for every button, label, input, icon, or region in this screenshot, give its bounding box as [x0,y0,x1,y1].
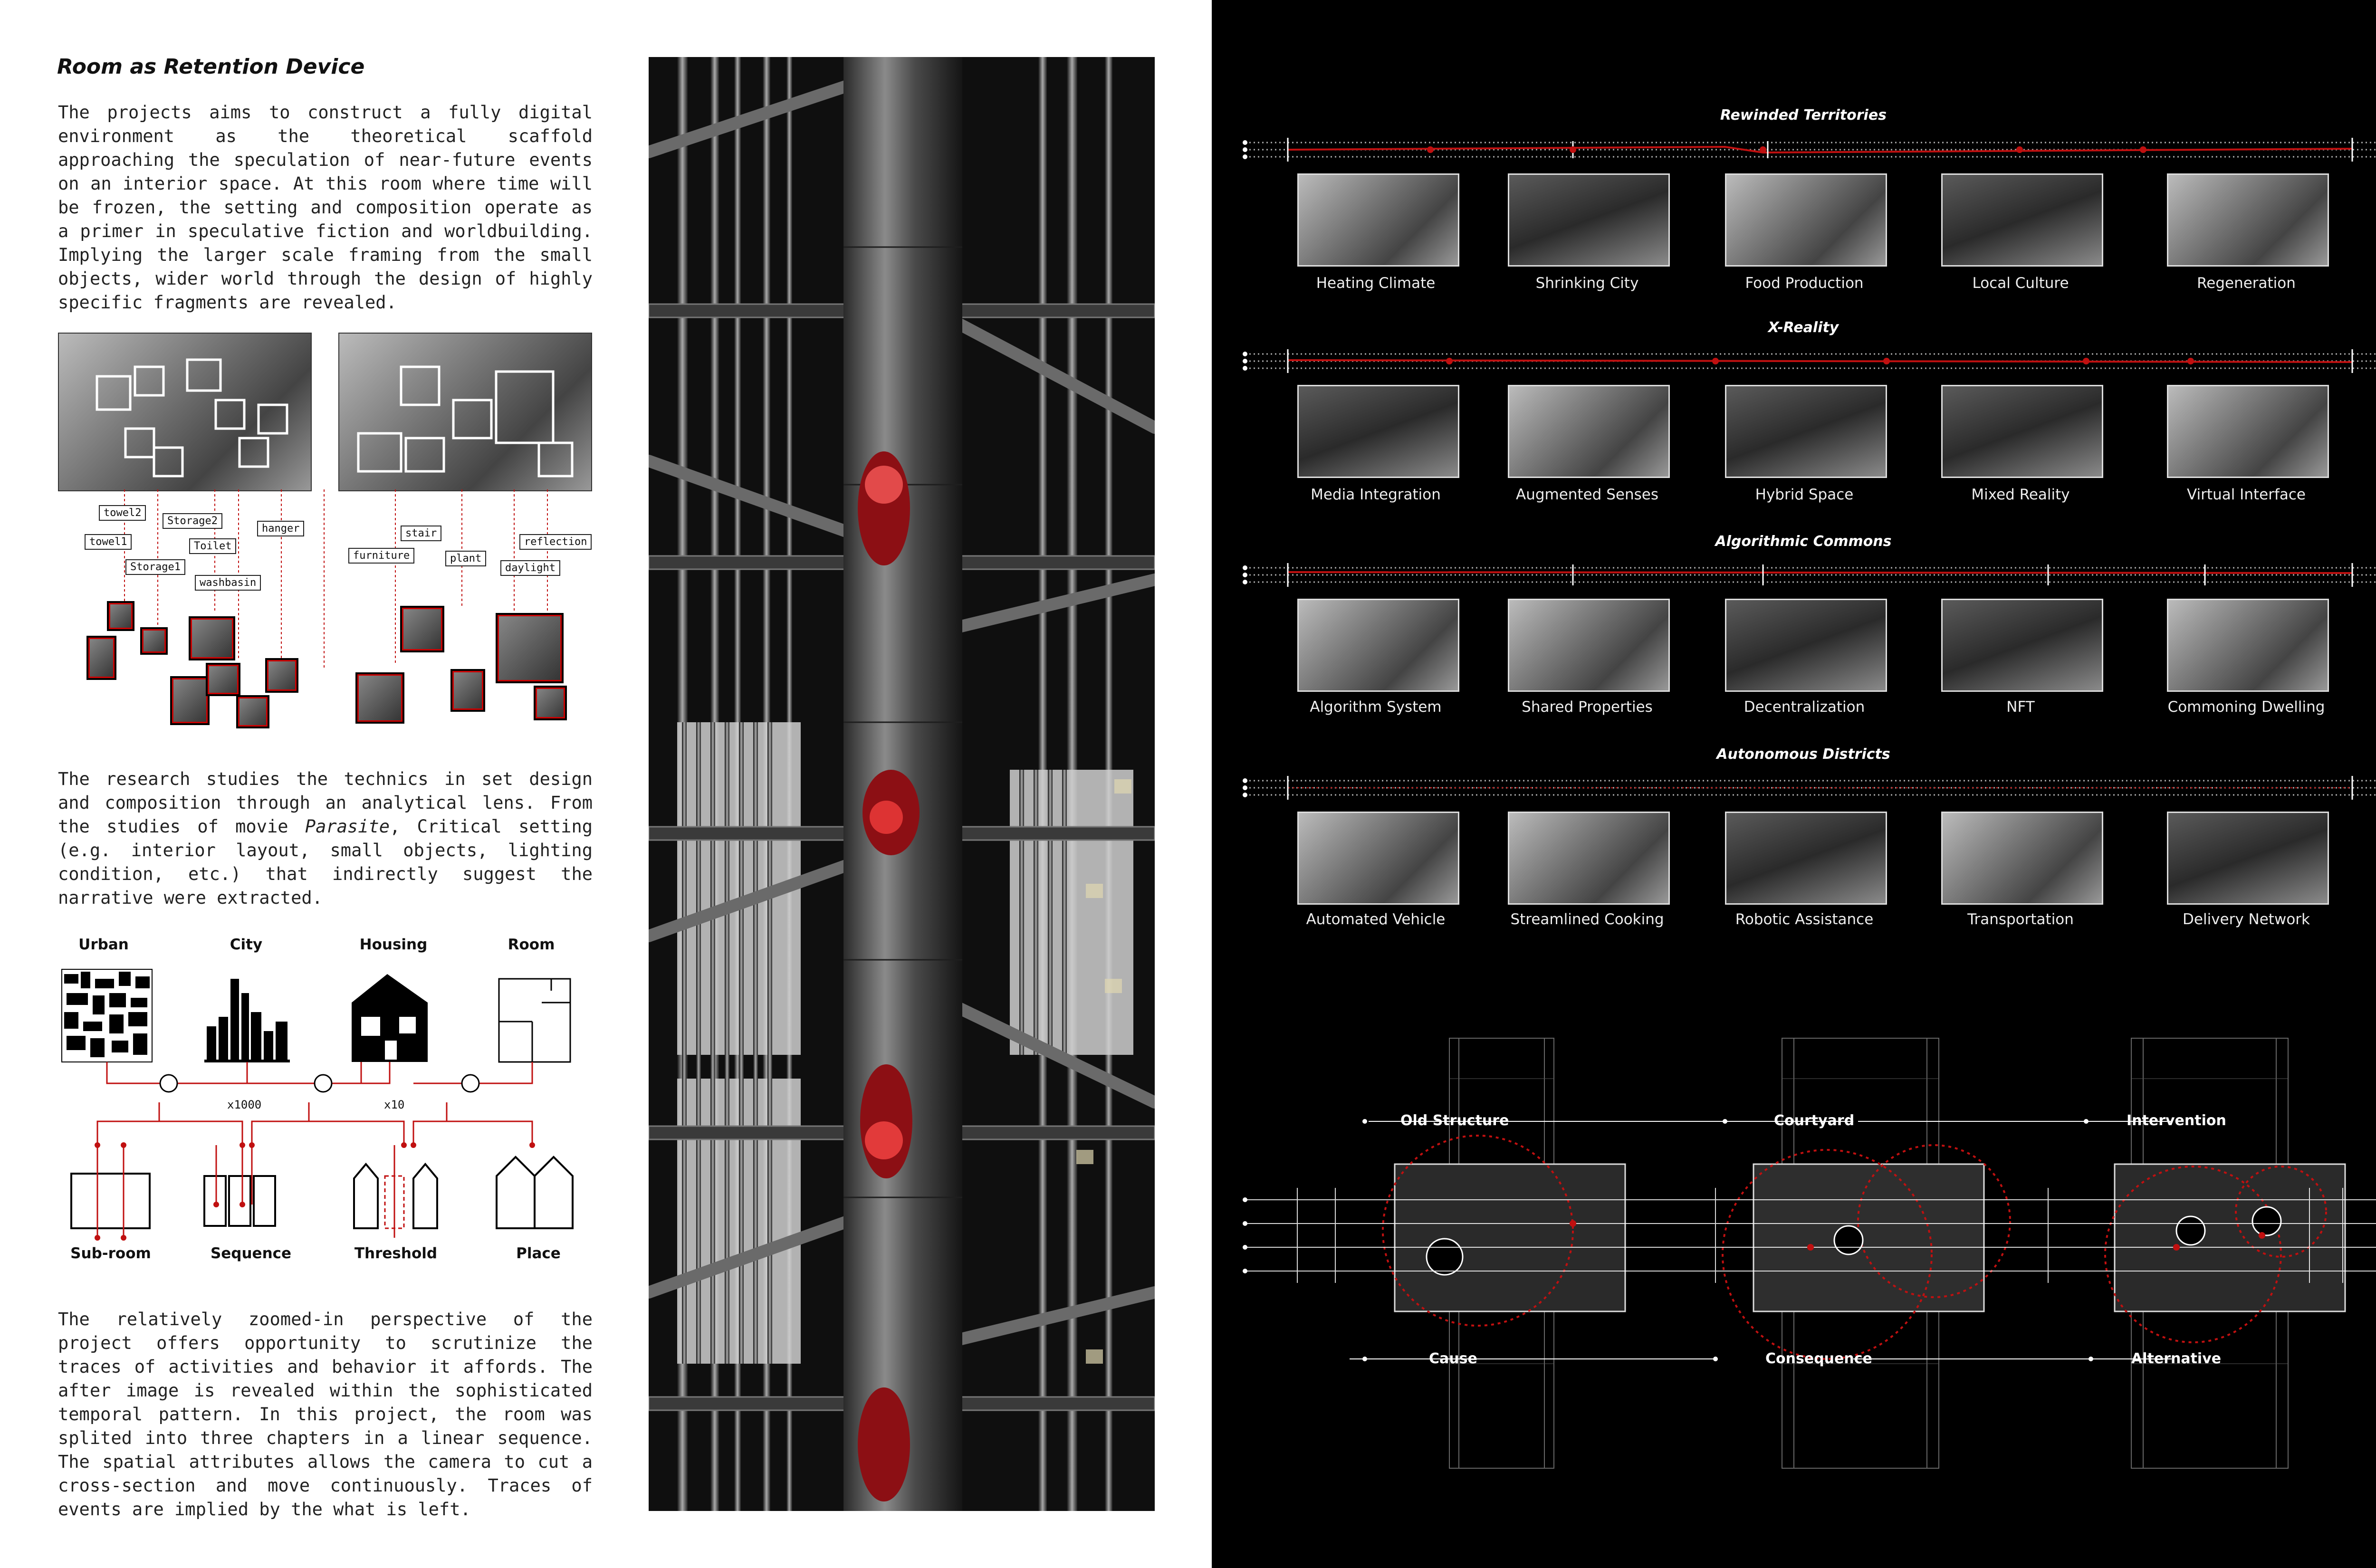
tile-label: Augmented Senses [1516,486,1658,503]
timeline [1240,347,2376,375]
house-icon [352,974,428,1062]
image-tile [1725,599,1887,692]
tile-label: Virtual Interface [2187,486,2306,503]
image-tile [1725,173,1887,267]
tag-label: stair [401,526,441,541]
tag-label: Storage1 [125,559,185,575]
image-tile [1297,599,1459,692]
tile-label: Robotic Assistance [1735,911,1874,928]
tile-label: Media Integration [1311,486,1441,503]
timeline [1240,135,2376,164]
conclusion-paragraph: The relatively zoomed-in perspective of the project offers opportunity to scrutinize the traces of activities and behavior it affords. The after image is revealed within the sophisticated temporal pattern. In this project, the room was splited into three chapters in a linear sequence. The spatial attributes allows the camera to cut a cross-section and move continuously. Traces of events are implied by the what is left. [58,1309,593,1520]
research-text-a: The research studies the technics in set design and composition through an analytical lens. From the studies of movie [58,769,593,837]
node-label: Alternative [2131,1350,2222,1367]
object-thumbnail [140,627,168,655]
research-text-b: , Critical setting (e.g. interior layout, small objects, lighting condition, etc.) that indirectly suggest the narrative were extracted. [58,816,593,908]
tile-label: Transportation [1967,911,2074,928]
object-thumbnail [236,695,269,728]
image-tile [1508,385,1670,478]
tile-label: Decentralization [1744,698,1865,716]
tile-label: Mixed Reality [1971,486,2070,503]
research-paragraph [58,767,593,910]
object-thumbnail [206,663,240,696]
object-thumbnail [86,636,116,680]
tile-label: Streamlined Cooking [1510,911,1664,928]
scale-label-city: City [230,936,263,953]
image-tile [1297,812,1459,905]
scale-label-housing: Housing [359,936,428,953]
urban-map-icon [62,969,152,1062]
tag-label: furniture [348,548,414,564]
tile-label: Delivery Network [2183,911,2310,928]
object-thumbnail [355,672,404,724]
tile-label: Shrinking City [1535,275,1639,292]
multiplier-label: x1000 [227,1098,262,1111]
frame-markers-icon [59,334,311,490]
tag-label: reflection [519,534,592,550]
image-tile [1941,385,2103,478]
image-tile [2167,385,2329,478]
image-tile [2167,599,2329,692]
image-tile [2167,812,2329,905]
floor-plan-icon [499,979,570,1062]
spatial-sequence-diagram [1240,1031,2376,1482]
tile-label: Algorithm System [1310,698,1442,716]
image-tile [1941,812,2103,905]
tile-label: Local Culture [1972,275,2069,292]
tile-label: Automated Vehicle [1306,911,1446,928]
object-thumbnail [170,676,210,725]
scale-label-urban: Urban [78,936,129,953]
image-tile [1725,812,1887,905]
image-tile [1508,599,1670,692]
object-thumbnail [189,616,235,660]
page-title: Room as Retention Device [57,55,365,79]
tower-structure-illustration [649,57,1155,1511]
tag-label: Toilet [189,538,236,554]
node-label: Consequence [1765,1350,1872,1367]
image-tile [1725,385,1887,478]
bathroom-photo [58,333,312,491]
film-title: Parasite [305,816,390,837]
object-thumbnail [400,606,444,652]
image-tile [2167,173,2329,267]
section-title: Algorithmic Commons [1715,533,1892,550]
right-page [1212,0,2376,1568]
timeline [1240,774,2376,802]
object-thumbnail [534,686,567,720]
tag-label: towel2 [99,505,146,521]
tile-label: Commoning Dwelling [2167,698,2325,716]
tile-label: Hybrid Space [1755,486,1854,503]
multiplier-label: x10 [384,1098,405,1111]
scale-label-threshold: Threshold [354,1245,438,1262]
node-label: Courtyard [1774,1112,1855,1129]
tag-label: towel1 [85,534,132,550]
image-tile [1508,812,1670,905]
city-skyline-icon [204,979,290,1062]
living-room-photo [338,333,592,491]
tile-label: Food Production [1745,275,1864,292]
image-tile [1508,173,1670,267]
object-thumbnail [450,669,485,712]
scale-label-room: Room [508,936,555,953]
section-title: Rewinded Territories [1720,107,1887,124]
tile-label: NFT [2006,698,2035,716]
section-title: Autonomous Districts [1716,746,1890,763]
object-thumbnail [496,613,564,683]
tile-label: Heating Climate [1316,275,1436,292]
intro-paragraph: The projects aims to construct a fully digital environment as the theoretical scaffold approaching the speculation of near-future events on an interior space. At this room where time will be frozen, the setting and composition operate as a primer in speculative fiction and worldbuilding. Implying the larger scale framing from the small objects, wider world through the design of highly specific fragments are revealed. [58,102,593,313]
node-label: Intervention [2127,1112,2226,1129]
image-tile [1297,173,1459,267]
object-thumbnail [265,658,298,693]
tag-label: plant [445,551,486,566]
node-label: Cause [1429,1350,1477,1367]
image-tile [1297,385,1459,478]
object-thumbnail [107,601,134,631]
tile-label: Shared Properties [1522,698,1653,716]
frame-markers-icon [339,334,591,490]
image-tile [1941,173,2103,267]
scale-label-sequence: Sequence [210,1245,292,1262]
scale-label-subroom: Sub-room [70,1245,151,1262]
timeline [1240,561,2376,589]
image-tile [1941,599,2103,692]
tower-render [649,57,1155,1511]
tag-label: washbasin [195,575,261,591]
section-title: X-Reality [1768,319,1839,336]
scale-label-place: Place [516,1245,561,1262]
leader-lines [58,489,593,727]
node-label: Old Structure [1400,1112,1509,1129]
tile-label: Regeneration [2197,275,2296,292]
scale-diagram [52,965,589,1259]
tag-label: daylight [500,560,560,576]
tag-label: Storage2 [163,513,222,529]
tag-label: hanger [257,521,304,536]
